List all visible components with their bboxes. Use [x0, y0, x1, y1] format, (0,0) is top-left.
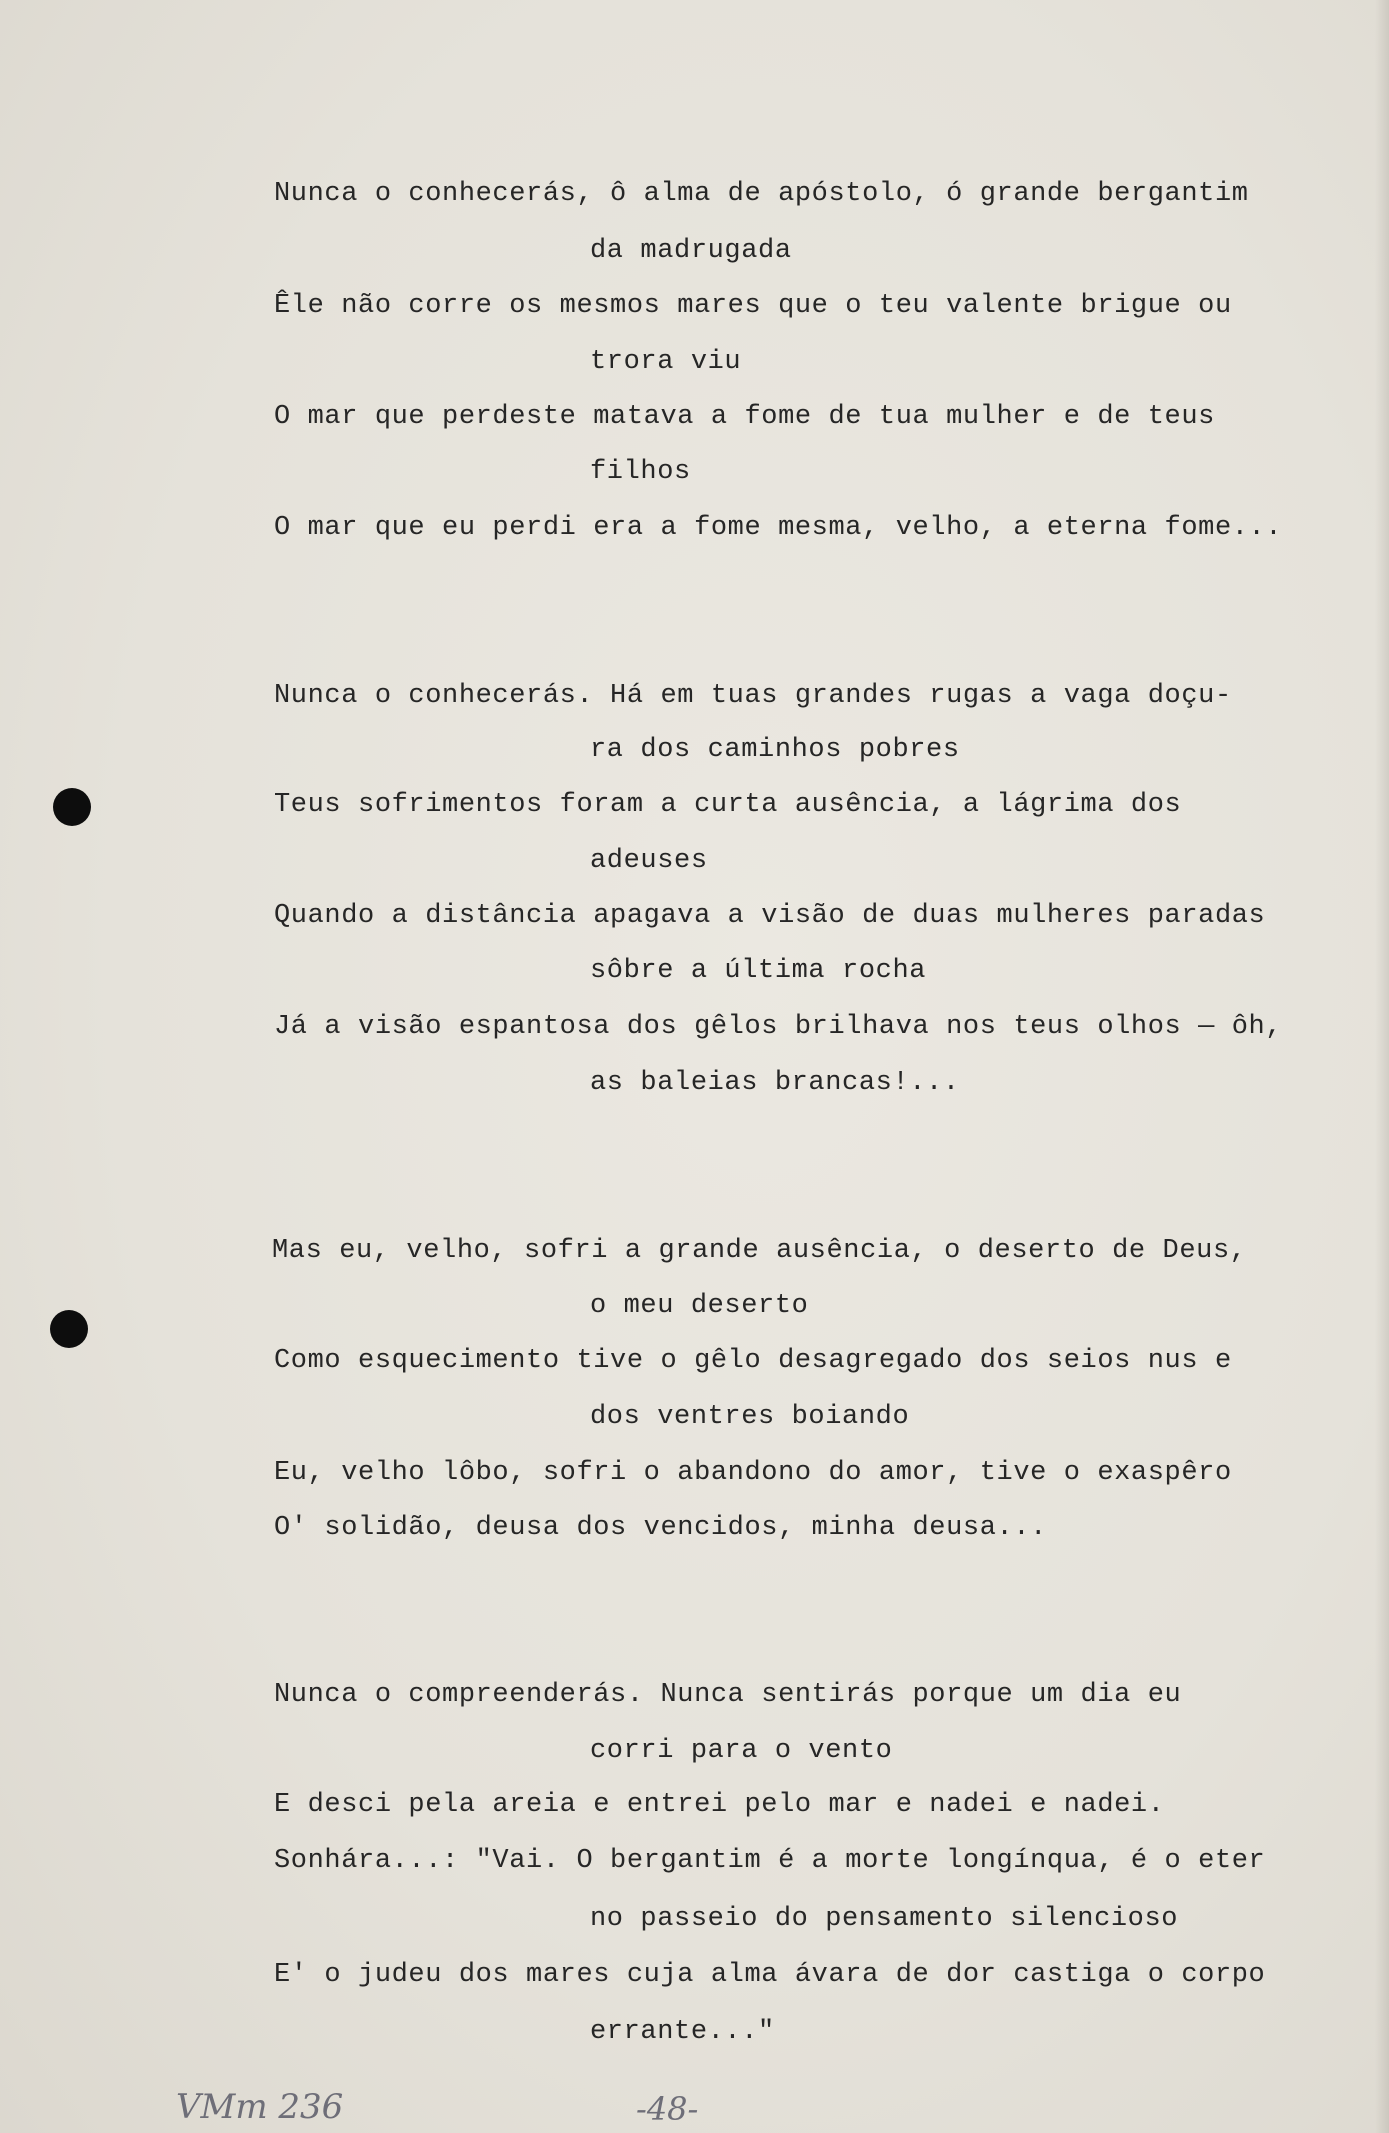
poem-line: Como esquecimento tive o gêlo desagregado dos seios nus e	[274, 1346, 1232, 1376]
poem-line: O' solidão, deusa dos vencidos, minha deusa...	[274, 1513, 1047, 1543]
poem-line: Nunca o conhecerás. Há em tuas grandes rugas a vaga doçu-	[274, 681, 1232, 711]
page-number: -48-	[636, 2090, 699, 2128]
poem-line: Teus sofrimentos foram a curta ausência, a lágrima dos	[274, 790, 1182, 820]
punch-hole-lower	[50, 1310, 88, 1348]
poem-line: sôbre a última rocha	[590, 956, 927, 986]
poem-line: Eu, velho lôbo, sofri o abandono do amor, tive o exaspêro	[274, 1458, 1232, 1488]
punch-hole-upper	[53, 788, 91, 826]
poem-line: dos ventres boiando	[590, 1402, 910, 1432]
poem-line: O mar que eu perdi era a fome mesma, velho, a eterna fome...	[274, 513, 1283, 543]
poem-line: errante..."	[590, 2017, 775, 2047]
poem-line: as baleias brancas!...	[590, 1068, 960, 1098]
poem-line: E desci pela areia e entrei pelo mar e nadei e nadei.	[274, 1790, 1165, 1820]
poem-line: E' o judeu dos mares cuja alma ávara de dor castiga o corpo	[274, 1960, 1266, 1990]
page-edge-shadow	[1375, 0, 1389, 2133]
poem-line: o meu deserto	[590, 1291, 809, 1321]
poem-line: filhos	[590, 457, 691, 487]
poem-line: Êle não corre os mesmos mares que o teu valente brigue ou	[274, 291, 1232, 321]
poem-line: O mar que perdeste matava a fome de tua mulher e de teus	[274, 402, 1215, 432]
poem-line: trora viu	[590, 347, 742, 377]
poem-line: corri para o vento	[590, 1736, 893, 1766]
poem-line: da madrugada	[590, 236, 792, 266]
poem-line: Nunca o compreenderás. Nunca sentirás porque um dia eu	[274, 1680, 1182, 1710]
poem-line: no passeio do pensamento silencioso	[590, 1904, 1179, 1934]
poem-line: ra dos caminhos pobres	[590, 735, 960, 765]
poem-line: Já a visão espantosa dos gêlos brilhava nos teus olhos — ôh,	[274, 1012, 1283, 1042]
poem-line: Sonhára...: "Vai. O bergantim é a morte longínqua, é o eter	[274, 1846, 1266, 1876]
poem-line: Mas eu, velho, sofri a grande ausência, o deserto de Deus,	[272, 1236, 1247, 1266]
poem-line: adeuses	[590, 846, 708, 876]
archive-code: VMm 236	[176, 2087, 344, 2127]
poem-line: Quando a distância apagava a visão de duas mulheres paradas	[274, 901, 1266, 931]
poem-line: Nunca o conhecerás, ô alma de apóstolo, ó grande bergantim	[274, 179, 1249, 209]
